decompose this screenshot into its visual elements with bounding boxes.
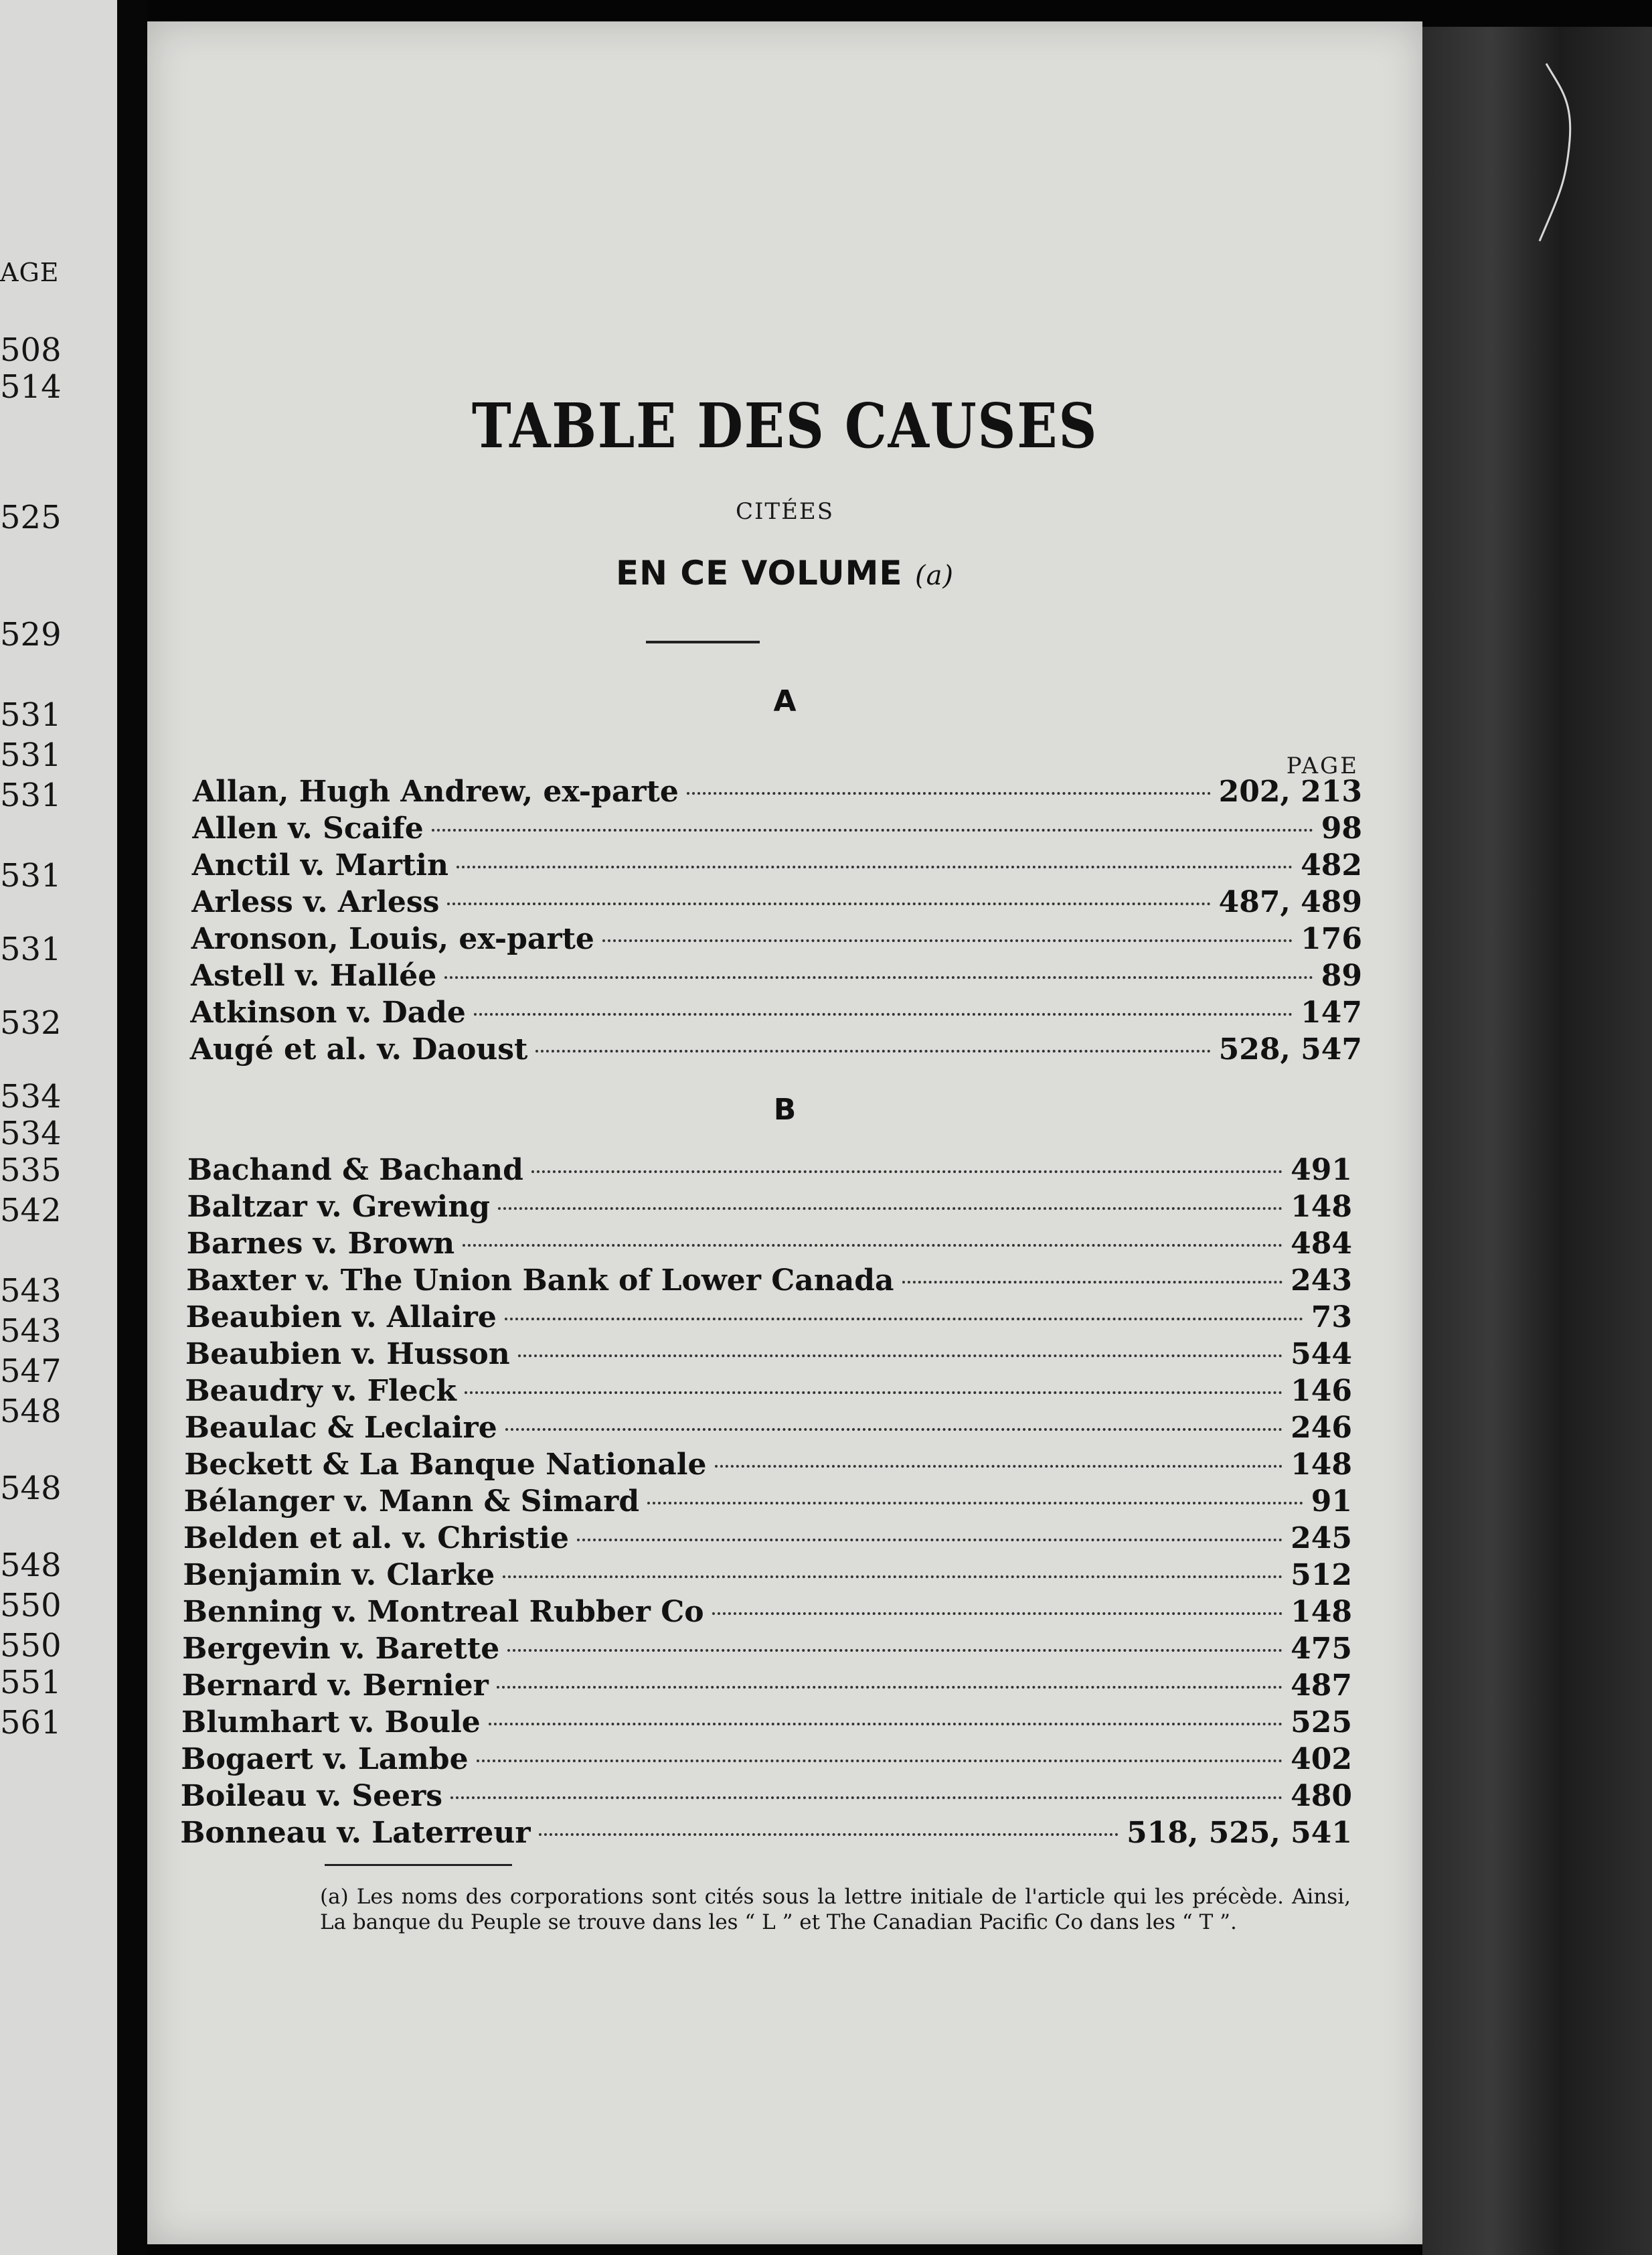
dot-leader — [577, 1539, 1283, 1541]
case-pages: 73 — [1311, 1300, 1352, 1334]
page-subtitle: CITÉES — [735, 498, 835, 525]
case-entry — [181, 1705, 1352, 1742]
case-pages: 147 — [1301, 996, 1362, 1030]
case-entry — [186, 1263, 1352, 1300]
left-page-number: 548 — [0, 1470, 62, 1507]
case-entry — [184, 1484, 1352, 1521]
case-pages: 544 — [1291, 1337, 1352, 1371]
case-entry — [191, 885, 1362, 922]
case-pages: 148 — [1291, 1190, 1352, 1224]
case-pages: 148 — [1291, 1448, 1352, 1482]
left-page-number: 531 — [0, 857, 62, 895]
dot-leader — [505, 1428, 1283, 1431]
left-page-header: AGE — [0, 258, 60, 287]
case-name: Bergevin v. Barette — [182, 1632, 500, 1666]
left-page-number: 531 — [0, 931, 62, 968]
case-pages: 528, 547 — [1218, 1032, 1362, 1067]
book-edge — [1422, 27, 1652, 2255]
left-page-number: 534 — [0, 1078, 62, 1115]
case-name: Beckett & La Banque Nationale — [184, 1448, 707, 1482]
case-entry — [184, 1448, 1352, 1484]
case-name: Beaubien v. Allaire — [185, 1300, 497, 1334]
case-pages: 98 — [1321, 811, 1362, 846]
case-pages: 512 — [1291, 1558, 1352, 1592]
case-name: Astell v. Hallée — [191, 959, 437, 993]
case-entry — [186, 1300, 1352, 1337]
case-entry — [187, 1227, 1352, 1263]
dot-leader — [902, 1281, 1283, 1284]
left-page-number: 550 — [0, 1587, 62, 1624]
case-name: Bogaert v. Lambe — [181, 1742, 469, 1776]
section-letter: A — [773, 684, 797, 718]
case-entry — [182, 1668, 1352, 1705]
case-pages: 176 — [1301, 922, 1362, 956]
case-pages: 518, 525, 541 — [1127, 1816, 1352, 1850]
volume-text: EN CE VOLUME — [615, 554, 903, 593]
volume-heading — [147, 554, 1422, 593]
dot-leader — [463, 1244, 1283, 1247]
left-page-number: 548 — [0, 1393, 62, 1430]
case-entry — [182, 1632, 1352, 1668]
volume-footnote-ref: (a) — [914, 560, 955, 591]
left-page-number: 547 — [0, 1352, 62, 1390]
case-entry — [183, 1558, 1352, 1595]
gutter — [117, 0, 147, 2255]
case-entry — [185, 1374, 1352, 1411]
left-facing-page — [0, 0, 117, 2255]
case-name: Belden et al. v. Christie — [183, 1521, 569, 1555]
case-name: Allen v. Scaife — [192, 811, 424, 846]
case-name: Anctil v. Martin — [191, 848, 448, 882]
case-entry — [187, 1153, 1352, 1190]
case-name: Arless v. Arless — [191, 885, 440, 919]
dot-leader — [447, 903, 1210, 905]
document-page — [147, 21, 1422, 2244]
left-page-number: 543 — [0, 1312, 62, 1350]
case-entry — [187, 1190, 1352, 1227]
case-name: Bachand & Bachand — [187, 1153, 523, 1187]
case-entry — [192, 811, 1362, 848]
left-page-number: 514 — [0, 368, 62, 406]
left-page-number: 531 — [0, 736, 62, 774]
case-pages: 487, 489 — [1218, 885, 1362, 919]
footnote: (a) Les noms des corporations sont cités sous la lettre initiale de l'article qui les précède. Ainsi, La banque du Peuple se trouve dans les “ L ” et The Canadian Pacific Co dans les “ T ”. — [320, 1885, 1351, 1934]
dot-leader — [687, 792, 1211, 795]
case-entry — [190, 996, 1362, 1032]
case-name: Allan, Hugh Andrew, ex-parte — [193, 775, 679, 809]
case-pages: 146 — [1291, 1374, 1352, 1408]
dot-leader — [474, 1013, 1293, 1016]
case-name: Beaudry v. Fleck — [185, 1374, 457, 1408]
dot-leader — [715, 1465, 1283, 1468]
case-entry — [190, 1032, 1362, 1069]
dot-leader — [647, 1502, 1303, 1504]
dot-leader — [535, 1050, 1210, 1053]
section-letter: B — [773, 1093, 797, 1127]
dot-leader — [457, 866, 1293, 868]
case-name: Benning v. Montreal Rubber Co — [182, 1595, 704, 1629]
dot-leader — [507, 1649, 1283, 1652]
case-entry — [185, 1411, 1352, 1448]
dot-leader — [432, 829, 1313, 832]
page-title: TABLE DES CAUSES — [471, 390, 1098, 462]
left-page-number: 561 — [0, 1704, 62, 1741]
left-page-number: 550 — [0, 1627, 62, 1664]
case-pages: 246 — [1291, 1411, 1352, 1445]
dot-leader — [444, 976, 1313, 979]
case-pages: 202, 213 — [1218, 775, 1362, 809]
dot-leader — [531, 1170, 1283, 1173]
case-entry — [185, 1337, 1352, 1374]
left-page-number: 531 — [0, 777, 62, 814]
case-name: Augé et al. v. Daoust — [189, 1032, 528, 1067]
case-entry — [180, 1816, 1352, 1853]
case-name: Bélanger v. Mann & Simard — [183, 1484, 640, 1519]
case-pages: 89 — [1321, 959, 1362, 993]
case-name: Beaulac & Leclaire — [184, 1411, 497, 1445]
case-name: Bernard v. Bernier — [181, 1668, 489, 1703]
dot-leader — [712, 1612, 1283, 1615]
footnote-rule — [325, 1864, 512, 1866]
case-pages: 525 — [1291, 1705, 1352, 1739]
case-entry — [192, 848, 1362, 885]
case-pages: 484 — [1291, 1227, 1352, 1261]
left-page-number: 508 — [0, 331, 62, 369]
dot-leader — [477, 1760, 1283, 1762]
dot-leader — [539, 1833, 1119, 1836]
case-name: Beaubien v. Husson — [185, 1337, 510, 1371]
case-pages: 491 — [1291, 1153, 1352, 1187]
left-page-number: 543 — [0, 1272, 62, 1310]
dot-leader — [518, 1354, 1283, 1357]
dot-leader — [465, 1391, 1283, 1394]
case-entry — [181, 1779, 1352, 1816]
left-page-number: 542 — [0, 1192, 62, 1229]
case-pages: 475 — [1291, 1632, 1352, 1666]
dot-leader — [450, 1796, 1283, 1799]
case-entry — [191, 922, 1362, 959]
case-pages: 402 — [1291, 1742, 1352, 1776]
left-page-number: 532 — [0, 1004, 62, 1042]
case-pages: 480 — [1291, 1779, 1352, 1813]
case-name: Benjamin v. Clarke — [183, 1558, 495, 1592]
dot-leader — [505, 1318, 1303, 1320]
case-name: Baltzar v. Grewing — [187, 1190, 491, 1224]
case-pages: 487 — [1291, 1668, 1352, 1703]
case-name: Aronson, Louis, ex-parte — [191, 922, 594, 956]
case-pages: 245 — [1291, 1521, 1352, 1555]
left-page-number: 531 — [0, 696, 62, 734]
left-page-number: 535 — [0, 1152, 62, 1189]
left-page-number: 525 — [0, 499, 62, 536]
case-name: Baxter v. The Union Bank of Lower Canada — [186, 1263, 894, 1298]
case-name: Boileau v. Seers — [180, 1779, 443, 1813]
case-pages: 148 — [1291, 1595, 1352, 1629]
left-page-number: 534 — [0, 1115, 62, 1152]
case-pages: 482 — [1301, 848, 1362, 882]
case-name: Blumhart v. Boule — [181, 1705, 481, 1739]
title-rule — [646, 641, 760, 643]
case-entry — [181, 1742, 1352, 1779]
dot-leader — [497, 1686, 1283, 1689]
page-column-header: PAGE — [1286, 753, 1359, 779]
case-name: Atkinson v. Dade — [190, 996, 466, 1030]
case-entry — [191, 959, 1362, 996]
left-page-number: 548 — [0, 1547, 62, 1584]
dot-leader — [602, 939, 1293, 942]
dot-leader — [503, 1575, 1283, 1578]
dot-leader — [489, 1723, 1283, 1725]
case-entry — [183, 1521, 1352, 1558]
case-pages: 243 — [1291, 1263, 1352, 1298]
case-entry — [183, 1595, 1352, 1632]
left-page-number: 551 — [0, 1664, 62, 1701]
dot-leader — [498, 1207, 1283, 1210]
left-page-number: 529 — [0, 616, 62, 653]
case-name: Barnes v. Brown — [186, 1227, 455, 1261]
case-name: Bonneau v. Laterreur — [180, 1816, 531, 1850]
case-entry — [193, 775, 1362, 811]
crack-mark — [1533, 60, 1586, 248]
case-pages: 91 — [1311, 1484, 1352, 1519]
